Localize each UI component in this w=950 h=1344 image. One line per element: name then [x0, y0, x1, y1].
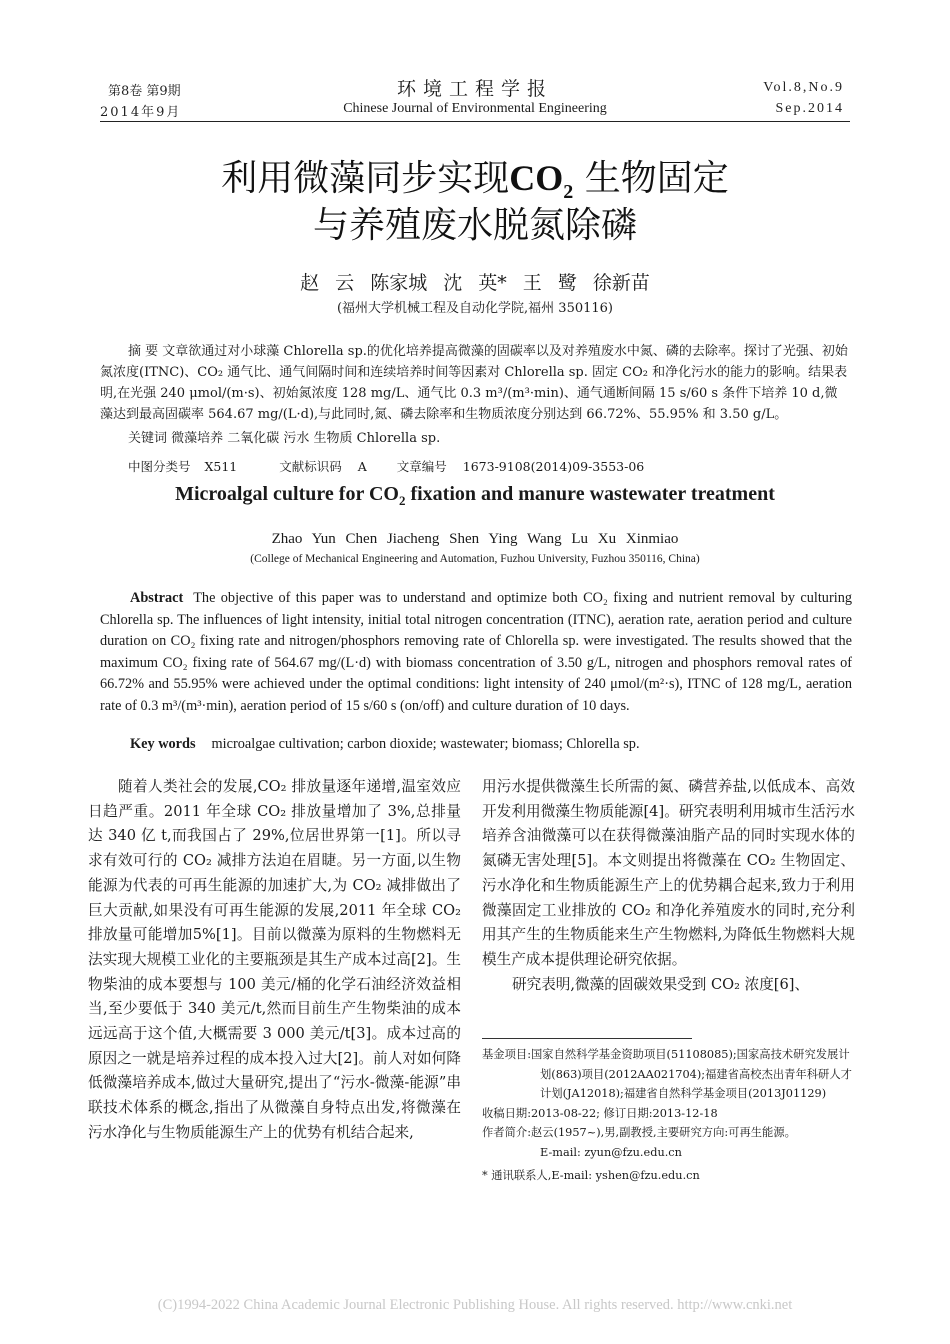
- authors-cn: 赵 云 陈家城 沈 英* 王 鹭 徐新苗: [300, 272, 650, 294]
- keywords-en-label: Key words: [130, 736, 196, 752]
- author-bio: 作者简介:赵云(1957~),男,副教授,主要研究方向:可再生能源。: [482, 1126, 796, 1139]
- keywords-en: [130, 736, 640, 753]
- title-cn-line2: 与养殖废水脱氮除磷: [312, 205, 637, 246]
- affiliation-en: (College of Mechanical Engineering and Automation, Fuzhou University, Fuzhou 350116, China): [250, 553, 700, 565]
- body-paragraph: 用污水提供微藻生长所需的氮、磷营养盐,以低成本、高效开发利用微藻生物质能源[4]。研究表明利用城市生活污水培养含油微藻可以在获得微藻油脂产品的同时实现水体的氮磷无害处理[5]。本文则提出将微藻在 CO₂ 生物固定、污水净化和生物质能源生产上的优势耦合起来,致力于利用微藻固定工业排放的 CO₂ 和净化养殖废水的同时,充分利用其产生的生物质能来生产生物燃料,为降低生物燃料大规模生产成本提供理论研究依据。: [482, 778, 855, 968]
- body-paragraph: 随着人类社会的发展,CO₂ 排放量逐年递增,温室效应日趋严重。2011 年全球 CO₂ 排放量增加了 3%,总排量达 340 亿 t,而我国占了 29%,位居世界第一[1]。所以寻求有效可行的 CO₂ 减排方法迫在眉睫。另一方面,以生物能源为代表的可再生能源的加速扩大,为 CO₂ 减排做出了巨大贡献,如果没有可再生能源的发展,2011 年全球 CO₂ 排放量可能增加5%[1]。目前以微藻为原料的生物燃料无法实现大规模工业化的主要瓶颈是其生产成本过高[2]。生物柴油的成本要想与 100 美元/桶的化学石油经济效益相当,至少要低于 340 美元/t,然而目前生产生物柴油的成本远远高于这个值,大概需要 3 000 美元/t[3]。成本过高的原因之一就是培养过程的成本投入过大[2]。前人对如何降低微藻培养成本,做过大量研究,提出了“污水-微藻-能源”串联技术体系的概念,指出了从微藻自身特点出发,将微藻在污水净化与生物质能源生产上的优势有机结合起来,: [88, 778, 461, 1141]
- clc-label: 中图分类号: [128, 459, 191, 474]
- title-cn-part2: 生物固定: [573, 158, 729, 199]
- footnote-rule: [482, 1038, 692, 1039]
- author-email: E-mail: zyun@fzu.edu.cn: [540, 1145, 682, 1159]
- corresponding-author: * 通讯联系人,E-mail: yshen@fzu.edu.cn: [482, 1169, 700, 1182]
- copyright-footer: (C)1994-2022 China Academic Journal Electronic Publishing House. All rights reserved. http://www.cnki.net: [157, 1297, 793, 1313]
- clc-value: X511: [204, 459, 238, 474]
- keywords-en-text: microalgae cultivation; carbon dioxide; wastewater; biomass; Chlorella sp.: [211, 736, 640, 752]
- header-rule: [100, 121, 850, 122]
- date-cn: 2014年9月: [100, 105, 182, 120]
- abstract-en: [100, 588, 852, 717]
- title-en-part2: fixation and manure wastewater treatment: [405, 483, 775, 505]
- journal-name-cn: 环境工程学报: [396, 78, 553, 100]
- body-left-column: [88, 775, 461, 1146]
- keywords-cn: 关键词 微藻培养 二氧化碳 污水 生物质 Chlorella sp.: [128, 431, 441, 446]
- abstract-en-label: Abstract: [130, 590, 184, 606]
- title-cn-chem: CO: [509, 158, 564, 198]
- article-no-value: 1673-9108(2014)09-3553-06: [462, 459, 645, 474]
- journal-name-en: Chinese Journal of Environmental Engineering: [343, 101, 607, 116]
- doc-code-label: 文献标识码: [279, 459, 342, 474]
- classification-row: [128, 457, 644, 475]
- date-en: Sep.2014: [775, 101, 844, 116]
- abstract-en-text: The objective of this paper was to understand and optimize both CO₂ fixing and nutrient removal by culturing Chlorella sp. The influences of light intensity, initial total nitrogen concentration (ITNC), aeration rate, aeration period and culture duration on CO₂ fixing rate and nitrogen/phosphors removing rate of Chlorella sp. were investigated. The results showed that the maximum CO₂ fixing rate of 564.67 mg/(L·d) with biomass concentration of 3.50 g/L, nitrogen and phosphors removal rates of 66.72% and 55.95% were achieved under the optimal conditions: light intensity of 240 μmol/(m²·s), ITNC of 128 mg/L, aeration rate of 0.3 m³/(m³·min), aeration period of 15 s/60 s (on/off) and culture duration of 10 days.: [100, 590, 852, 714]
- abstract-cn: 摘 要 文章欲通过对小球藻 Chlorella sp.的优化培养提高微藻的固碳率以及对养殖废水中氮、磷的去除率。探讨了光强、初始氮浓度(ITNC)、CO₂ 通气比、通气间隔时间和连续培养时间等因素对 Chlorella sp. 固定 CO₂ 和净化污水的能力的影响。结果表明,在光强 240 μmol/(m·s)、初始氮浓度 128 mg/L、通气比 0.3 m³/(m³·min)、通气通断间隔 15 s/60 s 条件下培养 10 d,微藻达到最高固碳率 564.67 mg/(L·d),与此同时,氮、磷去除率和生物质浓度分别达到 66.72%、55.95% 和 3.50 g/L。: [100, 344, 848, 422]
- body-paragraph: 研究表明,微藻的固碳效果受到 CO₂ 浓度[6]、: [512, 975, 810, 993]
- doc-code-value: A: [357, 459, 367, 474]
- received-dates: 收稿日期:2013-08-22; 修订日期:2013-12-18: [482, 1106, 718, 1120]
- title-cn-sub: 2: [563, 181, 574, 204]
- title-cn-part1: 利用微藻同步实现: [221, 158, 510, 199]
- affiliation-cn: (福州大学机械工程及自动化学院,福州 350116): [336, 301, 614, 316]
- title-en: [0, 483, 950, 509]
- authors-en: Zhao Yun Chen Jiacheng Shen Ying Wang Lu Xu Xinmiao: [271, 531, 679, 547]
- title-en-part1: Microalgal culture for CO: [175, 483, 399, 505]
- footnotes: [482, 1045, 854, 1186]
- article-no-label: 文章编号: [396, 459, 447, 474]
- fund-note: 基金项目:国家自然科学基金资助项目(51108085);国家高技术研究发展计划(863)项目(2012AA021704);福建省高校杰出青年科研人才计划(JA12018);福建省自然科学基金项目(2013J01129): [482, 1048, 852, 1100]
- body-right-column: [482, 775, 855, 997]
- title-en-sub: 2: [398, 493, 406, 508]
- volume-issue-cn: 第8卷 第9期: [108, 84, 181, 99]
- volume-issue-en: Vol.8,No.9: [763, 80, 844, 95]
